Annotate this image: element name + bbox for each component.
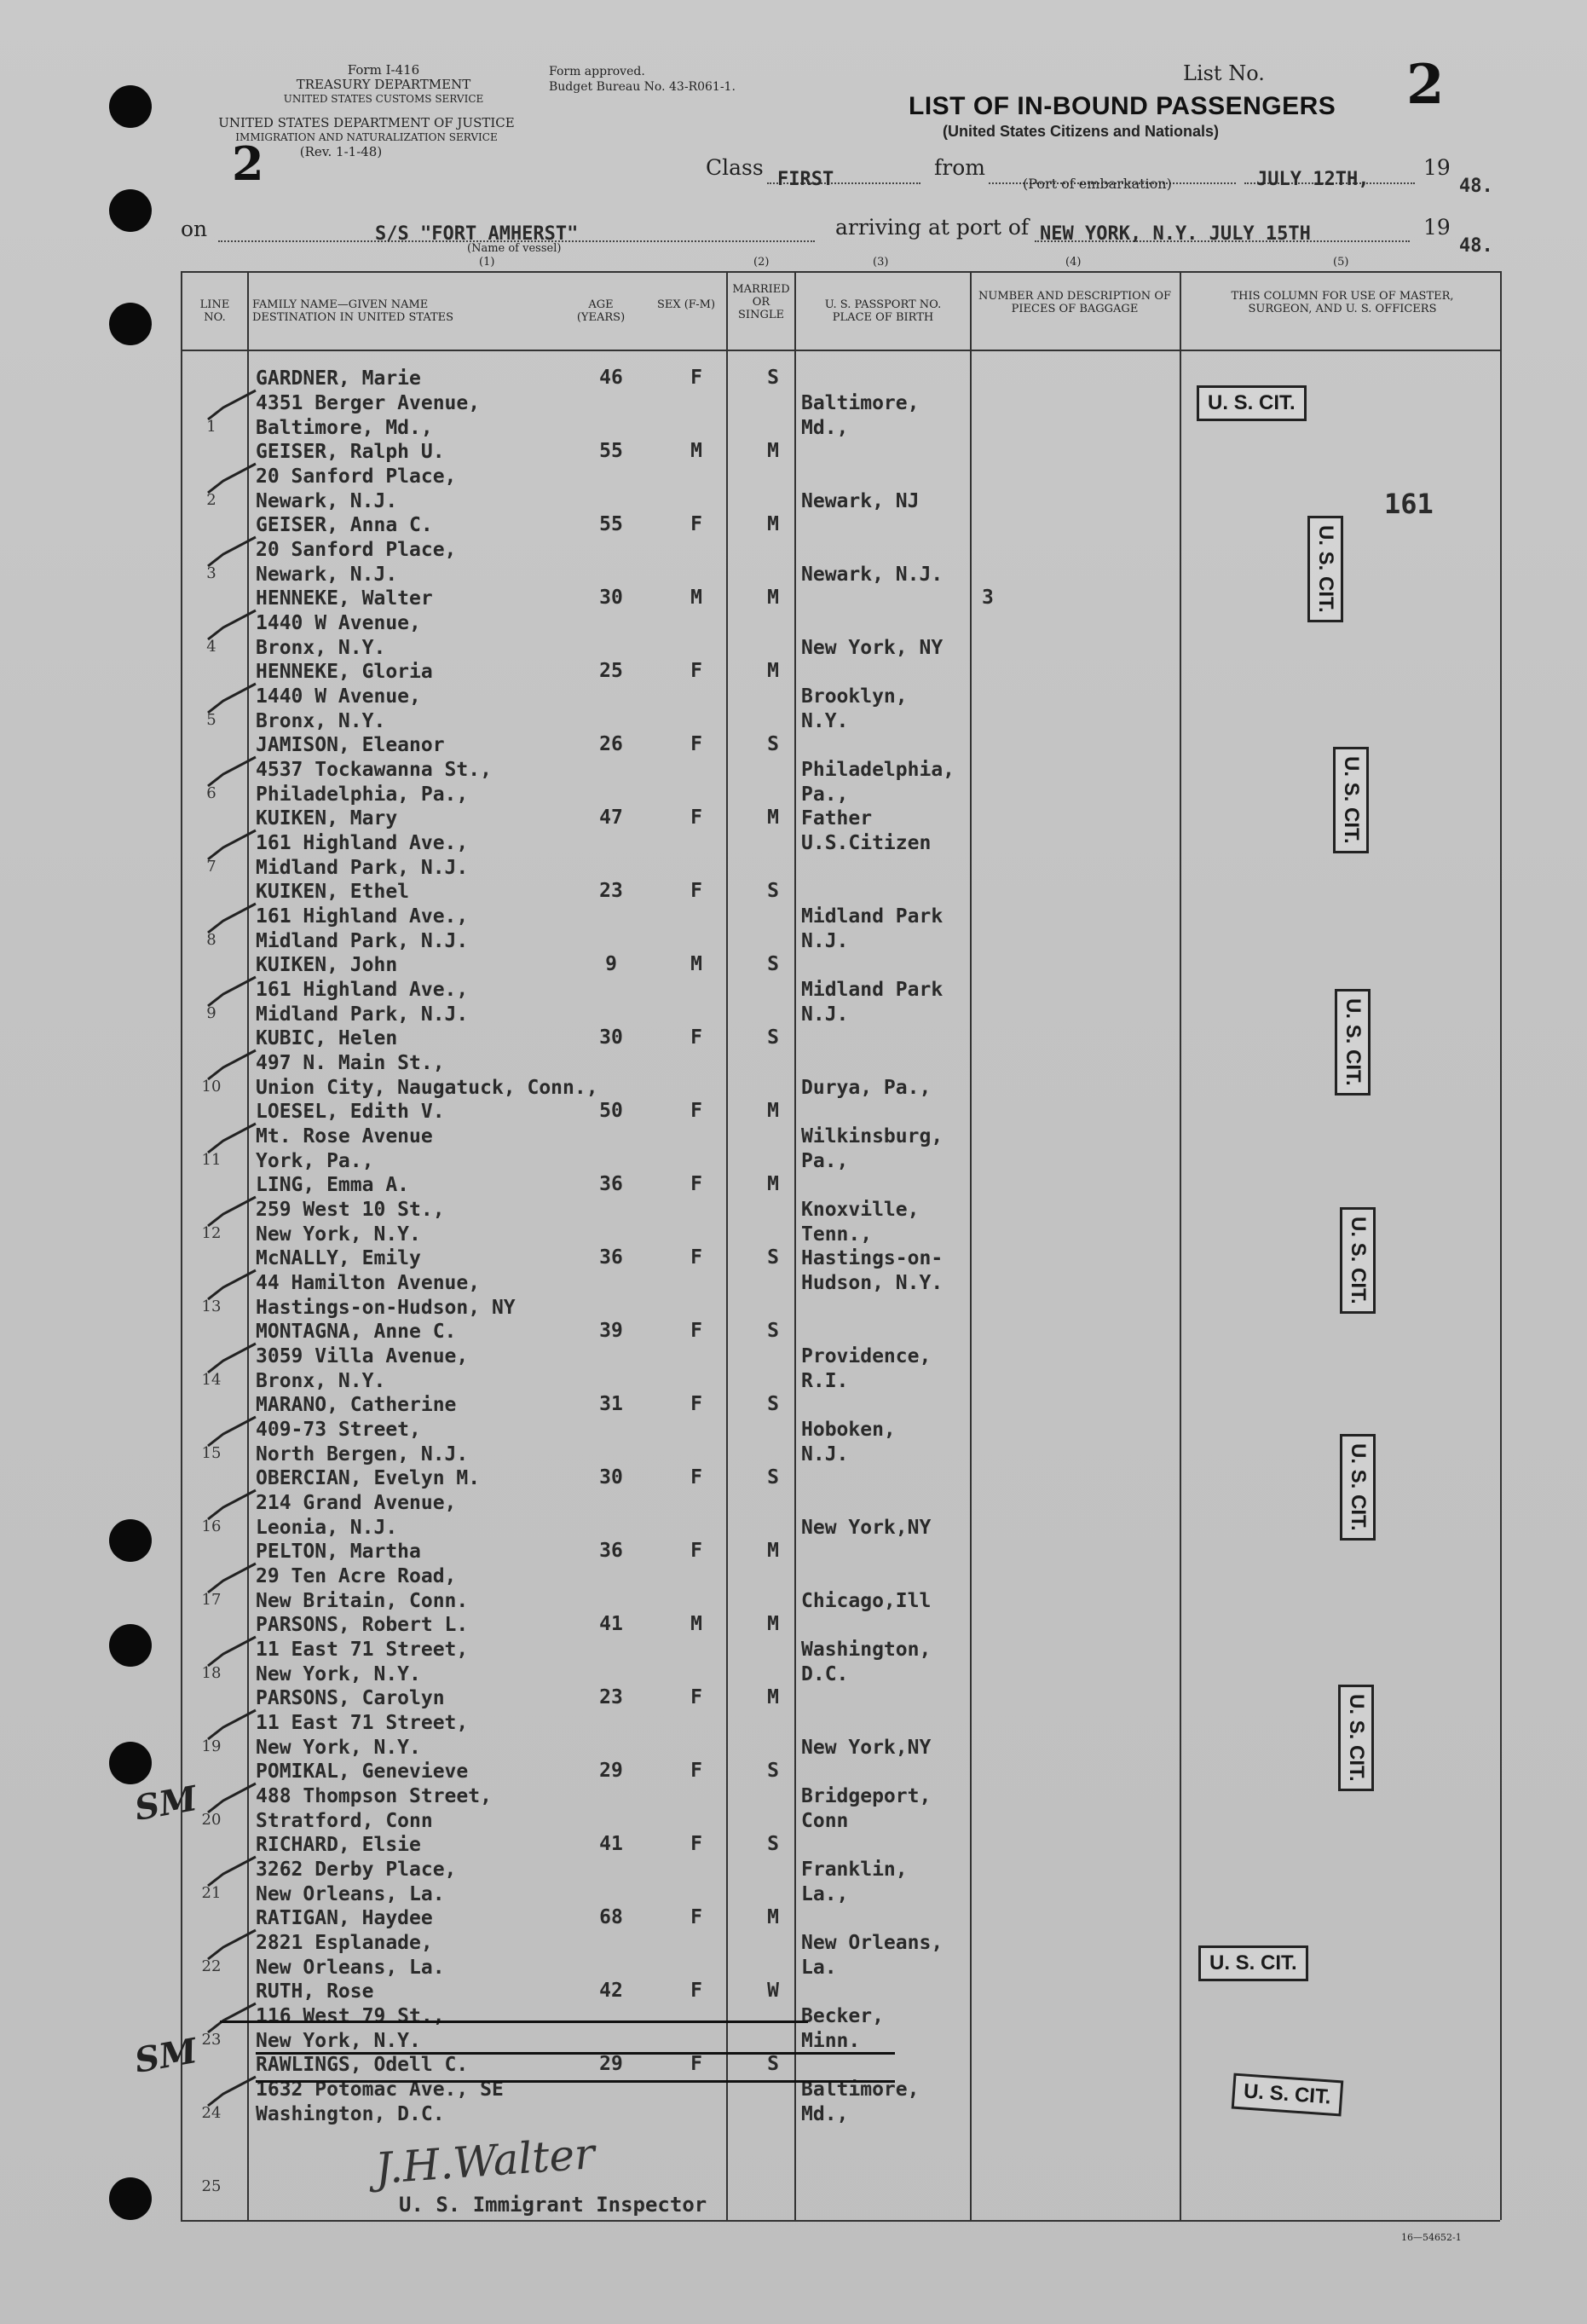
passenger-name-destination: RATIGAN, Haydee 2821 Esplanade, New Orleans, La. xyxy=(256,1907,445,1979)
table-row xyxy=(181,1320,1500,1393)
us-cit-stamp: U. S. CIT. xyxy=(1340,1207,1376,1314)
year2-label: 19 xyxy=(1423,215,1451,240)
budget-bureau: Budget Bureau No. 43-R061-1. xyxy=(549,80,736,94)
check-mark xyxy=(206,1195,257,1229)
stamp-number-161: 161 xyxy=(1384,488,1434,520)
passenger-sex: F xyxy=(690,1980,702,2002)
passenger-age: 36 xyxy=(599,1246,623,1269)
passenger-name-destination: PARSONS, Robert L. 11 East 71 Street, New York, N.Y. xyxy=(256,1614,469,1685)
passenger-age: 31 xyxy=(599,1393,623,1415)
marital-status: M xyxy=(767,513,779,535)
check-mark xyxy=(206,1708,257,1743)
marital-status: S xyxy=(767,367,779,389)
place-of-birth: Philadelphia, Pa., xyxy=(801,759,955,806)
place-of-birth: Father U.S.Citizen xyxy=(801,807,932,854)
check-mark xyxy=(206,462,257,496)
check-mark xyxy=(206,1562,257,1596)
table-row xyxy=(181,1393,1500,1466)
passenger-name-destination: HENNEKE, Walter 1440 W Avenue, Bronx, N.Y. xyxy=(256,587,433,659)
binder-hole xyxy=(109,1742,152,1784)
binder-hole xyxy=(109,2177,152,2220)
marital-status: M xyxy=(767,1613,779,1635)
passenger-sex: F xyxy=(690,733,702,755)
passenger-age: 41 xyxy=(599,1833,623,1855)
line-number: 21 xyxy=(201,1884,222,1902)
marital-status: M xyxy=(767,1173,779,1195)
passenger-age: 46 xyxy=(599,367,623,389)
marital-status: M xyxy=(767,660,779,682)
place-of-birth: Becker, Minn. xyxy=(801,2005,884,2052)
inspector-label: U. S. Immigrant Inspector xyxy=(399,2193,707,2217)
marital-status: M xyxy=(767,806,779,829)
passenger-sex: F xyxy=(690,1760,702,1782)
check-mark xyxy=(206,1782,257,1816)
check-mark xyxy=(206,829,257,863)
line-number: 25 xyxy=(201,2177,222,2195)
line-number: 3 xyxy=(206,564,216,582)
class-value: FIRST xyxy=(777,169,834,190)
us-cit-stamp: U. S. CIT. xyxy=(1232,2073,1343,2117)
table-row xyxy=(181,733,1500,806)
passenger-name-destination: PELTON, Martha 29 Ten Acre Road, New Britain, Conn. xyxy=(256,1541,469,1612)
binder-hole xyxy=(109,85,152,128)
line-number: 19 xyxy=(201,1737,222,1755)
table-row xyxy=(181,1613,1500,1686)
vessel-name: S/S "FORT AMHERST" xyxy=(375,223,579,245)
marital-status: M xyxy=(767,1906,779,1928)
line-number: 6 xyxy=(206,784,216,802)
table-row xyxy=(181,1026,1500,1100)
passenger-age: 30 xyxy=(599,587,623,609)
check-mark xyxy=(206,902,257,936)
passenger-name-destination: OBERCIAN, Evelyn M. 214 Grand Avenue, Leonia, N.J. xyxy=(256,1467,481,1539)
us-cit-stamp: U. S. CIT. xyxy=(1338,1685,1374,1791)
passenger-name-destination: GARDNER, Marie 4351 Berger Avenue, Baltimore, Md., xyxy=(256,367,481,439)
passenger-sex: F xyxy=(690,2053,702,2075)
col-header-age: AGE (YEARS) xyxy=(576,298,626,324)
passenger-sex: M xyxy=(690,953,702,975)
passenger-age: 30 xyxy=(599,1466,623,1489)
marital-status: M xyxy=(767,1540,779,1562)
passenger-name-destination: PARSONS, Carolyn 11 East 71 Street, New York, N.Y. xyxy=(256,1687,469,1759)
passenger-name-destination: RAWLINGS, Odell C. 1632 Potomac Ave., SE Washington, D.C. xyxy=(256,2054,504,2125)
passenger-age: 68 xyxy=(599,1906,623,1928)
list-number: 2 xyxy=(1406,53,1445,117)
check-mark xyxy=(206,1635,257,1669)
justice-department: UNITED STATES DEPARTMENT OF JUSTICE xyxy=(218,115,515,130)
line-number: 15 xyxy=(201,1444,222,1462)
strike-line xyxy=(256,2080,895,2083)
passenger-sex: F xyxy=(690,1320,702,1342)
col-number-5: (5) xyxy=(1333,256,1349,269)
inspector-signature: J.H.Walter xyxy=(373,2129,597,2194)
place-of-birth: Knoxville, Tenn., xyxy=(801,1199,920,1246)
line-number: 5 xyxy=(206,711,216,729)
line-number: 1 xyxy=(206,418,216,436)
table-row xyxy=(181,1540,1500,1613)
col-number-3: (3) xyxy=(873,256,889,269)
marital-status: S xyxy=(767,733,779,755)
check-mark xyxy=(206,609,257,643)
check-mark xyxy=(206,1049,257,1083)
vessel-note: (Name of vessel) xyxy=(467,242,562,255)
col-number-1: (1) xyxy=(479,256,495,269)
binder-hole xyxy=(109,1624,152,1667)
check-mark xyxy=(206,535,257,569)
table-row xyxy=(181,1246,1500,1320)
corner-number: 2 xyxy=(232,136,264,191)
line-number: 18 xyxy=(201,1664,222,1682)
passenger-age: 42 xyxy=(599,1980,623,2002)
line-number: 7 xyxy=(206,858,216,876)
passenger-sex: F xyxy=(690,1026,702,1049)
col-header-line: LINE NO. xyxy=(199,298,230,324)
place-of-birth: New York, NY xyxy=(801,637,944,659)
strike-line xyxy=(220,2020,808,2023)
line-number: 4 xyxy=(206,638,216,656)
margin-initials: SM xyxy=(131,1778,200,1829)
passenger-name-destination: KUIKEN, Ethel 161 Highland Ave., Midland Park, N.J. xyxy=(256,881,469,952)
line-number: 17 xyxy=(201,1591,222,1609)
place-of-birth: New York,NY xyxy=(801,1517,932,1539)
marital-status: M xyxy=(767,587,779,609)
us-cit-stamp: U. S. CIT. xyxy=(1333,747,1369,853)
line-number: 2 xyxy=(206,491,216,509)
place-of-birth: Chicago,Ill xyxy=(801,1590,932,1612)
passenger-name-destination: RUTH, Rose 116 West 79 St., New York, N.Y. xyxy=(256,1980,445,2052)
marital-status: S xyxy=(767,953,779,975)
col-header-sex: SEX (F-M) xyxy=(656,298,716,311)
check-mark xyxy=(206,1489,257,1523)
passenger-name-destination: KUBIC, Helen 497 N. Main St., Union City, Naugatuck, Conn., xyxy=(256,1027,598,1099)
us-cit-stamp: U. S. CIT. xyxy=(1335,989,1371,1096)
binder-hole xyxy=(109,1519,152,1562)
form-number: Form I-416 xyxy=(347,62,420,78)
place-of-birth: Providence, R.I. xyxy=(801,1345,932,1392)
marital-status: M xyxy=(767,1686,779,1708)
table-row xyxy=(181,806,1500,880)
table-row xyxy=(181,1100,1500,1173)
check-mark xyxy=(206,1269,257,1303)
place-of-birth: Washington, D.C. xyxy=(801,1639,932,1685)
place-of-birth: Baltimore, Md., xyxy=(801,392,920,439)
passenger-name-destination: GEISER, Anna C. 20 Sanford Place, Newark, N.J. xyxy=(256,514,457,586)
passenger-sex: F xyxy=(690,806,702,829)
passenger-age: 23 xyxy=(599,880,623,902)
check-mark xyxy=(206,755,257,789)
passenger-sex: F xyxy=(690,660,702,682)
col-header-baggage: NUMBER AND DESCRIPTION OF PIECES OF BAGGAGE xyxy=(978,290,1171,315)
passenger-age: 39 xyxy=(599,1320,623,1342)
passenger-sex: F xyxy=(690,1246,702,1269)
col-header-name: FAMILY NAME—GIVEN NAME DESTINATION IN UNITED STATES xyxy=(252,298,454,324)
passenger-name-destination: POMIKAL, Genevieve 488 Thompson Street, Stratford, Conn xyxy=(256,1760,492,1832)
marital-status: M xyxy=(767,440,779,462)
line-number: 13 xyxy=(201,1298,222,1315)
passenger-sex: F xyxy=(690,1466,702,1489)
strike-line xyxy=(256,2052,895,2055)
place-of-birth: New York,NY xyxy=(801,1737,932,1759)
passenger-age: 41 xyxy=(599,1613,623,1635)
table-row xyxy=(181,513,1500,587)
line-number: 22 xyxy=(201,1957,222,1975)
place-of-birth: Baltimore, Md., xyxy=(801,2078,920,2125)
passenger-name-destination: LOESEL, Edith V. Mt. Rose Avenue York, Pa., xyxy=(256,1101,445,1172)
marital-status: S xyxy=(767,1026,779,1049)
passenger-name-destination: McNALLY, Emily 44 Hamilton Avenue, Hastings-on-Hudson, NY xyxy=(256,1247,516,1319)
table-row xyxy=(181,1686,1500,1760)
table-row xyxy=(181,1173,1500,1246)
baggage-count: 3 xyxy=(982,587,994,609)
col-header-married: MARRIED OR SINGLE xyxy=(732,283,790,321)
line-number: 20 xyxy=(201,1811,222,1829)
check-mark xyxy=(206,1928,257,1963)
passenger-sex: F xyxy=(690,880,702,902)
margin-initials: SM xyxy=(131,2031,200,2081)
passenger-age: 30 xyxy=(599,1026,623,1049)
line-number: 11 xyxy=(201,1151,222,1169)
place-of-birth: Wilkinsburg, Pa., xyxy=(801,1125,944,1172)
place-of-birth: Durya, Pa., xyxy=(801,1077,932,1099)
table-row xyxy=(181,1466,1500,1540)
marital-status: S xyxy=(767,2053,779,2075)
place-of-birth: Franklin, La., xyxy=(801,1859,908,1905)
passenger-sex: M xyxy=(690,587,702,609)
place-of-birth: Midland Park N.J. xyxy=(801,979,944,1026)
marital-status: S xyxy=(767,1393,779,1415)
passenger-name-destination: MARANO, Catherine 409-73 Street, North Bergen, N.J. xyxy=(256,1394,469,1466)
passenger-age: 9 xyxy=(605,953,617,975)
list-label: List No. xyxy=(1183,61,1265,85)
place-of-birth: Brooklyn, N.Y. xyxy=(801,685,908,732)
line-number: 23 xyxy=(201,2031,222,2049)
passenger-sex: F xyxy=(690,513,702,535)
passenger-sex: F xyxy=(690,1100,702,1122)
check-mark xyxy=(206,1342,257,1376)
check-mark xyxy=(206,389,257,423)
passenger-sex: M xyxy=(690,440,702,462)
passenger-age: 55 xyxy=(599,513,623,535)
marital-status: M xyxy=(767,1100,779,1122)
arriving-label: arriving at port of xyxy=(835,215,1030,240)
passenger-name-destination: JAMISON, Eleanor 4537 Tockawanna St., Philadelphia, Pa., xyxy=(256,734,492,806)
customs-service: UNITED STATES CUSTOMS SERVICE xyxy=(283,93,484,105)
ins-service: IMMIGRATION AND NATURALIZATION SERVICE xyxy=(235,131,498,143)
line-number: 24 xyxy=(201,2104,222,2122)
form-approved: Form approved. xyxy=(549,65,645,78)
from-label: from xyxy=(934,155,985,180)
line-number: 10 xyxy=(201,1078,222,1096)
class-label: Class xyxy=(706,155,764,180)
table-row xyxy=(181,880,1500,953)
line-number: 12 xyxy=(201,1224,222,1242)
check-mark xyxy=(206,1855,257,1889)
place-of-birth: Newark, NJ xyxy=(801,490,920,512)
passenger-sex: F xyxy=(690,1540,702,1562)
year-label: 19 xyxy=(1423,155,1451,180)
passenger-age: 29 xyxy=(599,1760,623,1782)
form-code: 16—54652-1 xyxy=(1401,2232,1462,2243)
us-cit-stamp: U. S. CIT. xyxy=(1197,385,1307,421)
marital-status: S xyxy=(767,1466,779,1489)
passenger-name-destination: GEISER, Ralph U. 20 Sanford Place, Newark, N.J. xyxy=(256,441,457,512)
passenger-name-destination: KUIKEN, Mary 161 Highland Ave., Midland Park, N.J. xyxy=(256,807,469,879)
binder-hole xyxy=(109,303,152,345)
table-row xyxy=(181,587,1500,660)
line-number: 16 xyxy=(201,1518,222,1535)
embarkation-note: (Port of embarkation) xyxy=(1023,176,1172,192)
table-row xyxy=(181,660,1500,733)
treasury-department: TREASURY DEPARTMENT xyxy=(296,77,471,92)
line-number: 14 xyxy=(201,1371,222,1389)
marital-status: S xyxy=(767,880,779,902)
place-of-birth: Hastings-on- Hudson, N.Y. xyxy=(801,1247,944,1294)
table-row xyxy=(181,440,1500,513)
marital-status: S xyxy=(767,1833,779,1855)
line-number: 9 xyxy=(206,1004,216,1022)
passenger-age: 26 xyxy=(599,733,623,755)
us-cit-stamp: U. S. CIT. xyxy=(1340,1434,1376,1541)
check-mark xyxy=(206,1122,257,1156)
col-number-4: (4) xyxy=(1065,256,1082,269)
passenger-sex: M xyxy=(690,1613,702,1635)
passenger-sex: F xyxy=(690,1906,702,1928)
binder-hole xyxy=(109,189,152,232)
passenger-sex: F xyxy=(690,1173,702,1195)
place-of-birth: Newark, N.J. xyxy=(801,564,944,586)
passenger-age: 36 xyxy=(599,1173,623,1195)
passenger-name-destination: HENNEKE, Gloria 1440 W Avenue, Bronx, N.Y. xyxy=(256,661,433,732)
passenger-age: 25 xyxy=(599,660,623,682)
check-mark xyxy=(206,2075,257,2109)
from-date: JULY 12TH, xyxy=(1256,169,1370,190)
check-mark xyxy=(206,682,257,716)
check-mark xyxy=(206,1415,257,1449)
place-of-birth: Hoboken, N.J. xyxy=(801,1419,896,1466)
us-cit-stamp: U. S. CIT. xyxy=(1307,516,1343,622)
year-value: 48. xyxy=(1459,176,1493,197)
marital-status: S xyxy=(767,1246,779,1269)
passenger-age: 47 xyxy=(599,806,623,829)
passenger-sex: F xyxy=(690,367,702,389)
marital-status: W xyxy=(767,1980,779,2002)
on-label: on xyxy=(181,217,208,241)
check-mark xyxy=(206,975,257,1009)
passenger-age: 36 xyxy=(599,1540,623,1562)
passenger-age: 55 xyxy=(599,440,623,462)
arrival-port: NEW YORK, N.Y. JULY 15TH xyxy=(1040,223,1311,245)
marital-status: S xyxy=(767,1760,779,1782)
passenger-age: 23 xyxy=(599,1686,623,1708)
passenger-sex: F xyxy=(690,1393,702,1415)
page-title: LIST OF IN-BOUND PASSENGERS xyxy=(909,92,1336,120)
passenger-name-destination: KUIKEN, John 161 Highland Ave., Midland Park, N.J. xyxy=(256,954,469,1026)
passenger-name-destination: LING, Emma A. 259 West 10 St., New York, N.Y. xyxy=(256,1174,445,1246)
line-number: 8 xyxy=(206,931,216,949)
col-header-officers: THIS COLUMN FOR USE OF MASTER, SURGEON, AND U. S. OFFICERS xyxy=(1231,290,1454,315)
check-mark xyxy=(206,2002,257,2036)
passenger-name-destination: MONTAGNA, Anne C. 3059 Villa Avenue, Bronx, N.Y. xyxy=(256,1321,469,1392)
passenger-age: 50 xyxy=(599,1100,623,1122)
marital-status: S xyxy=(767,1320,779,1342)
passenger-sex: F xyxy=(690,1686,702,1708)
us-cit-stamp: U. S. CIT. xyxy=(1198,1945,1308,1981)
passenger-name-destination: RICHARD, Elsie 3262 Derby Place, New Orleans, La. xyxy=(256,1834,457,1905)
table-row xyxy=(181,1760,1500,1833)
year2-value: 48. xyxy=(1459,235,1493,257)
place-of-birth: Midland Park N.J. xyxy=(801,905,944,952)
table-row xyxy=(181,953,1500,1026)
passenger-sex: F xyxy=(690,1833,702,1855)
table-row xyxy=(181,1980,1500,2053)
table-row xyxy=(181,1833,1500,1906)
revision: (Rev. 1-1-48) xyxy=(299,144,383,159)
place-of-birth: Bridgeport, Conn xyxy=(801,1785,932,1832)
col-header-passport: U. S. PASSPORT NO. PLACE OF BIRTH xyxy=(824,298,942,324)
place-of-birth: New Orleans, La. xyxy=(801,1932,944,1979)
page-subtitle: (United States Citizens and Nationals) xyxy=(943,123,1220,140)
passenger-age: 29 xyxy=(599,2053,623,2075)
col-number-2: (2) xyxy=(753,256,770,269)
